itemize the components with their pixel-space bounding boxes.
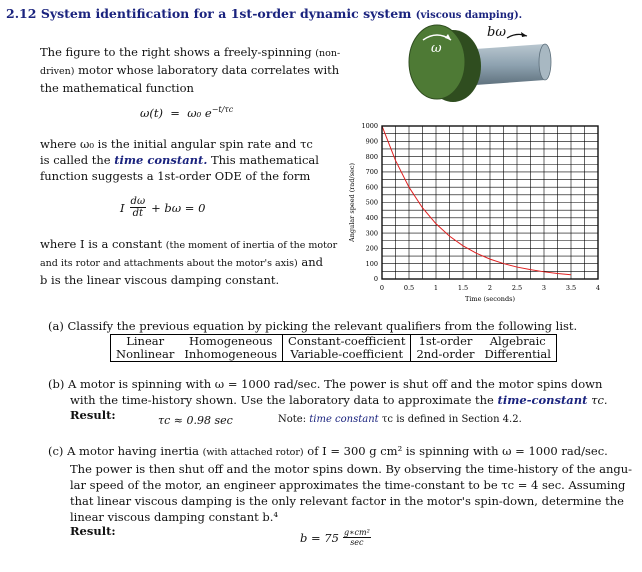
- part-c: (c) A motor having inertia (with attached rotor) of I = 300 g cm² is spinning with ω = 1000 rad/sec. The power is then shut off and the motor spins down. By observing the time-history of the angu- lar speed of the motor, an engineer approximates the time-constant to be τc = 4 sec. Assuming that linear viscous damping is the only relevant factor in the motor's spin-down, determine the linear viscous damping constant b.⁴: [48, 444, 633, 524]
- x-tick-label: 3.5: [565, 284, 577, 292]
- motor-disc: [409, 25, 465, 99]
- qualifier-option[interactable]: Homogeneous: [179, 335, 282, 349]
- part-a-prompt: (a) Classify the previous equation by picking the relevant qualifiers from the following list.: [48, 319, 578, 333]
- qualifier-option[interactable]: Constant-coefficient: [283, 335, 411, 349]
- time-constant-paragraph: where ω₀ is the initial angular spin rate and τc is called the time constant. This mathematical function suggests a 1st-order ODE of the form: [40, 137, 319, 183]
- y-tick-label: 100: [365, 259, 378, 268]
- x-tick-label: 0.5: [403, 284, 415, 292]
- part-c-result-value[interactable]: b = 75 g∗cm² sec: [300, 528, 370, 547]
- x-tick-label: 3: [541, 284, 547, 292]
- x-tick-label: 0: [379, 284, 385, 292]
- spin-down-chart: [340, 118, 630, 314]
- y-tick-label: 0: [373, 275, 378, 284]
- term-time-constant-b: time-constant: [497, 393, 588, 407]
- qualifier-option[interactable]: Variable-coefficient: [283, 348, 411, 362]
- term-time-constant: time constant.: [114, 153, 208, 167]
- y-tick-label: 200: [365, 244, 378, 253]
- problem-heading: System identification for a 1st-order dynamic system: [40, 6, 412, 21]
- qualifier-option[interactable]: Inhomogeneous: [179, 348, 282, 362]
- part-c-result-label: Result:: [70, 524, 116, 538]
- y-tick-label: 300: [365, 229, 378, 238]
- y-tick-label: 700: [365, 168, 378, 177]
- y-tick-label: 800: [365, 152, 378, 161]
- intro-paragraph: The figure to the right shows a freely-spinning (non- driven) motor whose laboratory data correlates with the mathematical function: [40, 45, 341, 95]
- omega-label: ω: [431, 41, 442, 56]
- problem-number: 2.12: [6, 6, 37, 21]
- x-tick-label: 1: [433, 284, 439, 292]
- x-tick-label: 2.5: [511, 284, 523, 292]
- ode-equation: I dω dt + bω = 0: [120, 196, 206, 219]
- y-tick-label: 600: [365, 183, 378, 192]
- qualifier-option[interactable]: Linear: [111, 335, 180, 349]
- part-b: (b) A motor is spinning with ω = 1000 rad/sec. The power is shut off and the motor spins down with the time-history shown. Use the laboratory data to approximate the time-constant τc.: [48, 377, 608, 407]
- shaft-end: [539, 44, 551, 80]
- problem-title: [6, 6, 522, 21]
- motor-illustration: [395, 22, 555, 102]
- damping-label: bω: [487, 25, 506, 40]
- qualifier-option[interactable]: Algebraic: [480, 335, 557, 349]
- part-b-result-value[interactable]: τc ≈ 0.98 sec: [158, 414, 233, 427]
- y-tick-label: 400: [365, 214, 378, 222]
- x-tick-label: 2: [487, 284, 493, 292]
- part-b-note: Note: time constant τc is defined in Section 4.2.: [278, 414, 522, 425]
- y-axis-label: Angular speed (rad/sec): [348, 163, 356, 242]
- y-tick-label: 900: [365, 137, 378, 146]
- qualifier-option[interactable]: Nonlinear: [111, 348, 180, 362]
- qualifier-row: [111, 335, 557, 349]
- x-tick-label: 1.5: [457, 284, 469, 292]
- part-b-result-label: Result:: [70, 408, 116, 422]
- qualifier-option[interactable]: 2nd-order: [411, 348, 480, 362]
- x-axis-label: Time (seconds): [465, 295, 515, 303]
- y-tick-label: 1000: [361, 122, 378, 131]
- y-tick-label: 500: [365, 198, 378, 207]
- qualifier-table: [110, 334, 557, 362]
- qualifier-option[interactable]: Differential: [480, 348, 557, 362]
- exponential-equation: ω(t) = ω₀ $e^{-t/\tau c}$: [140, 105, 234, 120]
- x-tick-label: 4: [595, 284, 601, 292]
- qualifier-row: [111, 348, 557, 362]
- qualifier-option[interactable]: 1st-order: [411, 335, 480, 349]
- problem-subheading: (viscous damping).: [415, 10, 523, 21]
- damping-paragraph: where I is a constant (the moment of inertia of the motor and its rotor and attachments about the motor's axis) and b is the linear viscous damping constant.: [40, 237, 338, 287]
